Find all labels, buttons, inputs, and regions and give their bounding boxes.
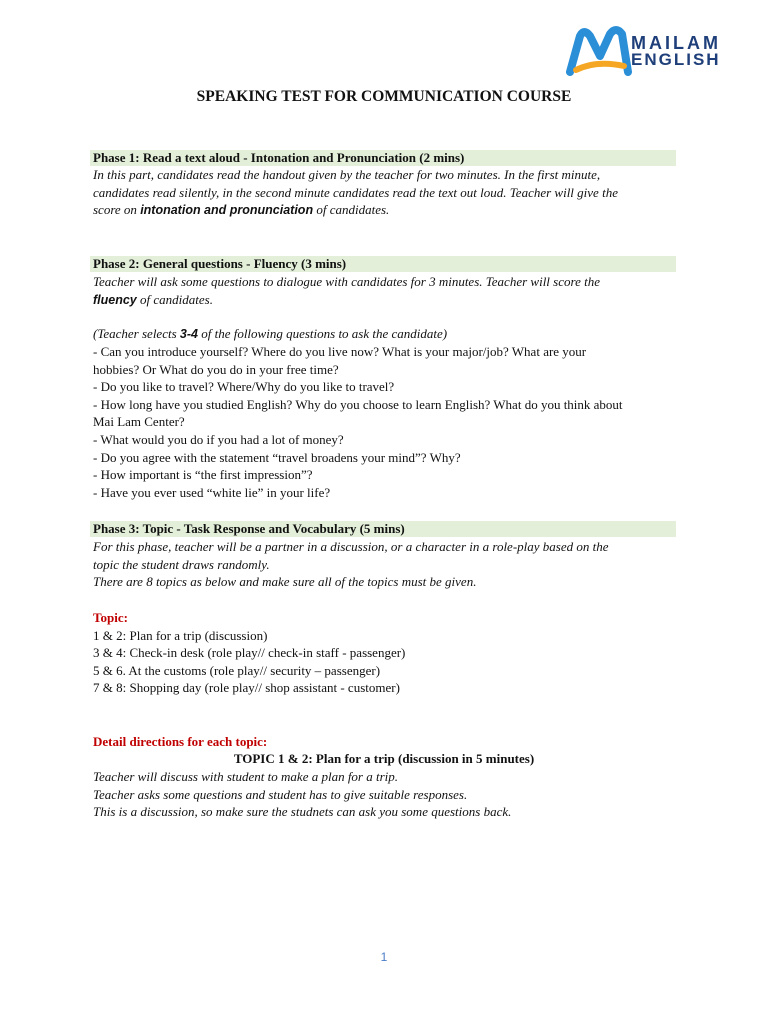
- topic-section: [93, 609, 678, 697]
- detail-line: Teacher asks some questions and student has to give suitable responses.: [93, 786, 468, 802]
- phase3-heading: Phase 3: Topic - Task Response and Vocabulary (5 mins): [90, 521, 676, 537]
- detail-label: Detail directions for each topic:: [93, 734, 268, 749]
- phase3-line: topic the student draws randomly.: [93, 556, 270, 572]
- question-line: - Can you introduce yourself? Where do you live now? What is your major/job? What are your: [93, 344, 587, 359]
- question-line: Mai Lam Center?: [93, 414, 185, 430]
- phase3-line: There are 8 topics as below and make sure all of the topics must be given.: [93, 574, 477, 590]
- topic-item: 7 & 8: Shopping day (role play// shop assistant - customer): [93, 680, 400, 696]
- phase1-line: candidates read silently, in the second minute candidates read the text out loud. Teacher will give the: [93, 184, 618, 200]
- detail-line: This is a discussion, so make sure the studnets can ask you some questions back.: [93, 804, 512, 820]
- phase2-heading: Phase 2: General questions - Fluency (3 mins): [90, 256, 676, 272]
- question-line: - How important is “the first impression”?: [93, 467, 313, 483]
- question-line: hobbies? Or What do you do in your free time?: [93, 361, 339, 377]
- question-line: - Do you like to travel? Where/Why do you like to travel?: [93, 379, 395, 395]
- phase2-select-note: (Teacher selects 3-4 of the following questions to ask the candidate): [93, 326, 448, 341]
- question-line: - Do you agree with the statement “travel broadens your mind”? Why?: [93, 449, 461, 465]
- phase1-heading: Phase 1: Read a text aloud - Intonation and Pronunciation (2 mins): [90, 150, 676, 166]
- topic-item: 3 & 4: Check-in desk (role play// check-in staff - passenger): [93, 645, 406, 661]
- phase1-description: [93, 166, 678, 220]
- page-number: 1: [380, 950, 388, 964]
- topic-item: 1 & 2: Plan for a trip (discussion): [93, 627, 268, 643]
- phase3-description: [93, 538, 678, 591]
- phase1-line: score on intonation and pronunciation of candidates.: [93, 202, 390, 218]
- phase2-line: Teacher will ask some questions to dialogue with candidates for 3 minutes. Teacher will score the: [93, 274, 600, 289]
- select-count-emphasis: 3-4: [179, 327, 198, 341]
- phase2-question-list: [93, 343, 678, 501]
- phase2-line: fluency of candidates.: [93, 291, 213, 307]
- logo-brand-line1: MAILAM: [631, 33, 721, 53]
- topic12-heading: TOPIC 1 & 2: Plan for a trip (discussion in 5 minutes): [233, 751, 535, 766]
- question-line: - How long have you studied English? Why do you choose to learn English? What do you think about: [93, 396, 623, 412]
- phase1-line: In this part, candidates read the handout given by the teacher for two minutes. In the first minute,: [93, 167, 601, 182]
- phase2-description: [93, 273, 678, 309]
- phase1-emphasis: intonation and pronunciation: [140, 203, 314, 218]
- topic12-description: [93, 768, 678, 821]
- phase2-emphasis: fluency: [93, 292, 137, 307]
- topic-label: Topic:: [93, 610, 128, 625]
- detail-line: Teacher will discuss with student to make a plan for a trip.: [93, 769, 399, 784]
- topic-item: 5 & 6. At the customs (role play// security – passenger): [93, 662, 381, 678]
- page-title: SPEAKING TEST FOR COMMUNICATION COURSE: [196, 88, 572, 105]
- question-line: - What would you do if you had a lot of money?: [93, 431, 344, 447]
- question-line: - Have you ever used “white lie” in your life?: [93, 484, 331, 500]
- phase3-line: For this phase, teacher will be a partner in a discussion, or a character in a role-play based on the: [93, 539, 609, 554]
- logo-brand-line2: ENGLISH: [631, 50, 721, 69]
- detail-label-wrap: [93, 733, 678, 751]
